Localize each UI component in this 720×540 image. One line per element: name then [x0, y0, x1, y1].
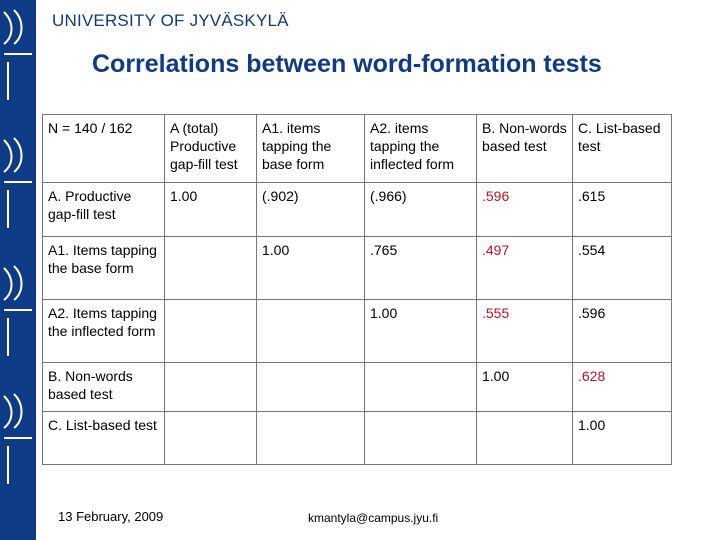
table-cell [365, 363, 477, 412]
table-row [43, 237, 672, 300]
correlation-table [42, 114, 672, 465]
table-cell [257, 412, 365, 465]
table-cell [365, 412, 477, 465]
table-cell: .555 [477, 300, 573, 363]
row-header: A1. Items tapping the base form [43, 237, 165, 300]
table-cell: (.902) [257, 183, 365, 237]
table-cell: .596 [477, 183, 573, 237]
table-cell [257, 363, 365, 412]
table-cell [165, 363, 257, 412]
table-cell [257, 300, 365, 363]
table-cell: .596 [573, 300, 672, 363]
column-header: A1. items tapping the base form [257, 115, 365, 183]
table-cell: 1.00 [477, 363, 573, 412]
table-cell: .497 [477, 237, 573, 300]
table-cell [165, 300, 257, 363]
column-header: A (total) Productive gap-fill test [165, 115, 257, 183]
table-cell: .615 [573, 183, 672, 237]
table-cell: .628 [573, 363, 672, 412]
university-name: UNIVERSITY OF JYVÄSKYLÄ [52, 11, 289, 30]
row-header: B. Non-words based test [43, 363, 165, 412]
column-header: A2. items tapping the inflected form [365, 115, 477, 183]
row-header: A. Productive gap-fill test [43, 183, 165, 237]
row-header: C. List-based test [43, 412, 165, 465]
table-row [43, 412, 672, 465]
table-row [43, 300, 672, 363]
table-cell: .765 [365, 237, 477, 300]
table-row [43, 183, 672, 237]
table-cell: (.966) [365, 183, 477, 237]
side-band [0, 0, 36, 540]
footer-date: 13 February, 2009 [58, 509, 164, 524]
table-row [43, 363, 672, 412]
university-emblem-icon [0, 0, 36, 540]
table-cell: 1.00 [165, 183, 257, 237]
corner-cell: N = 140 / 162 [43, 115, 165, 183]
page-title: Correlations between word-formation tests [92, 50, 602, 78]
table-cell [165, 412, 257, 465]
table-cell: 1.00 [257, 237, 365, 300]
table-cell [165, 237, 257, 300]
table-cell: .554 [573, 237, 672, 300]
row-header: A2. Items tapping the inflected form [43, 300, 165, 363]
table-cell [477, 412, 573, 465]
table-cell: 1.00 [573, 412, 672, 465]
column-header: C. List-based test [573, 115, 672, 183]
table-header-row [43, 115, 672, 183]
footer-email: kmantyla@campus.jyu.fi [308, 511, 439, 525]
column-header: B. Non-words based test [477, 115, 573, 183]
table-cell: 1.00 [365, 300, 477, 363]
